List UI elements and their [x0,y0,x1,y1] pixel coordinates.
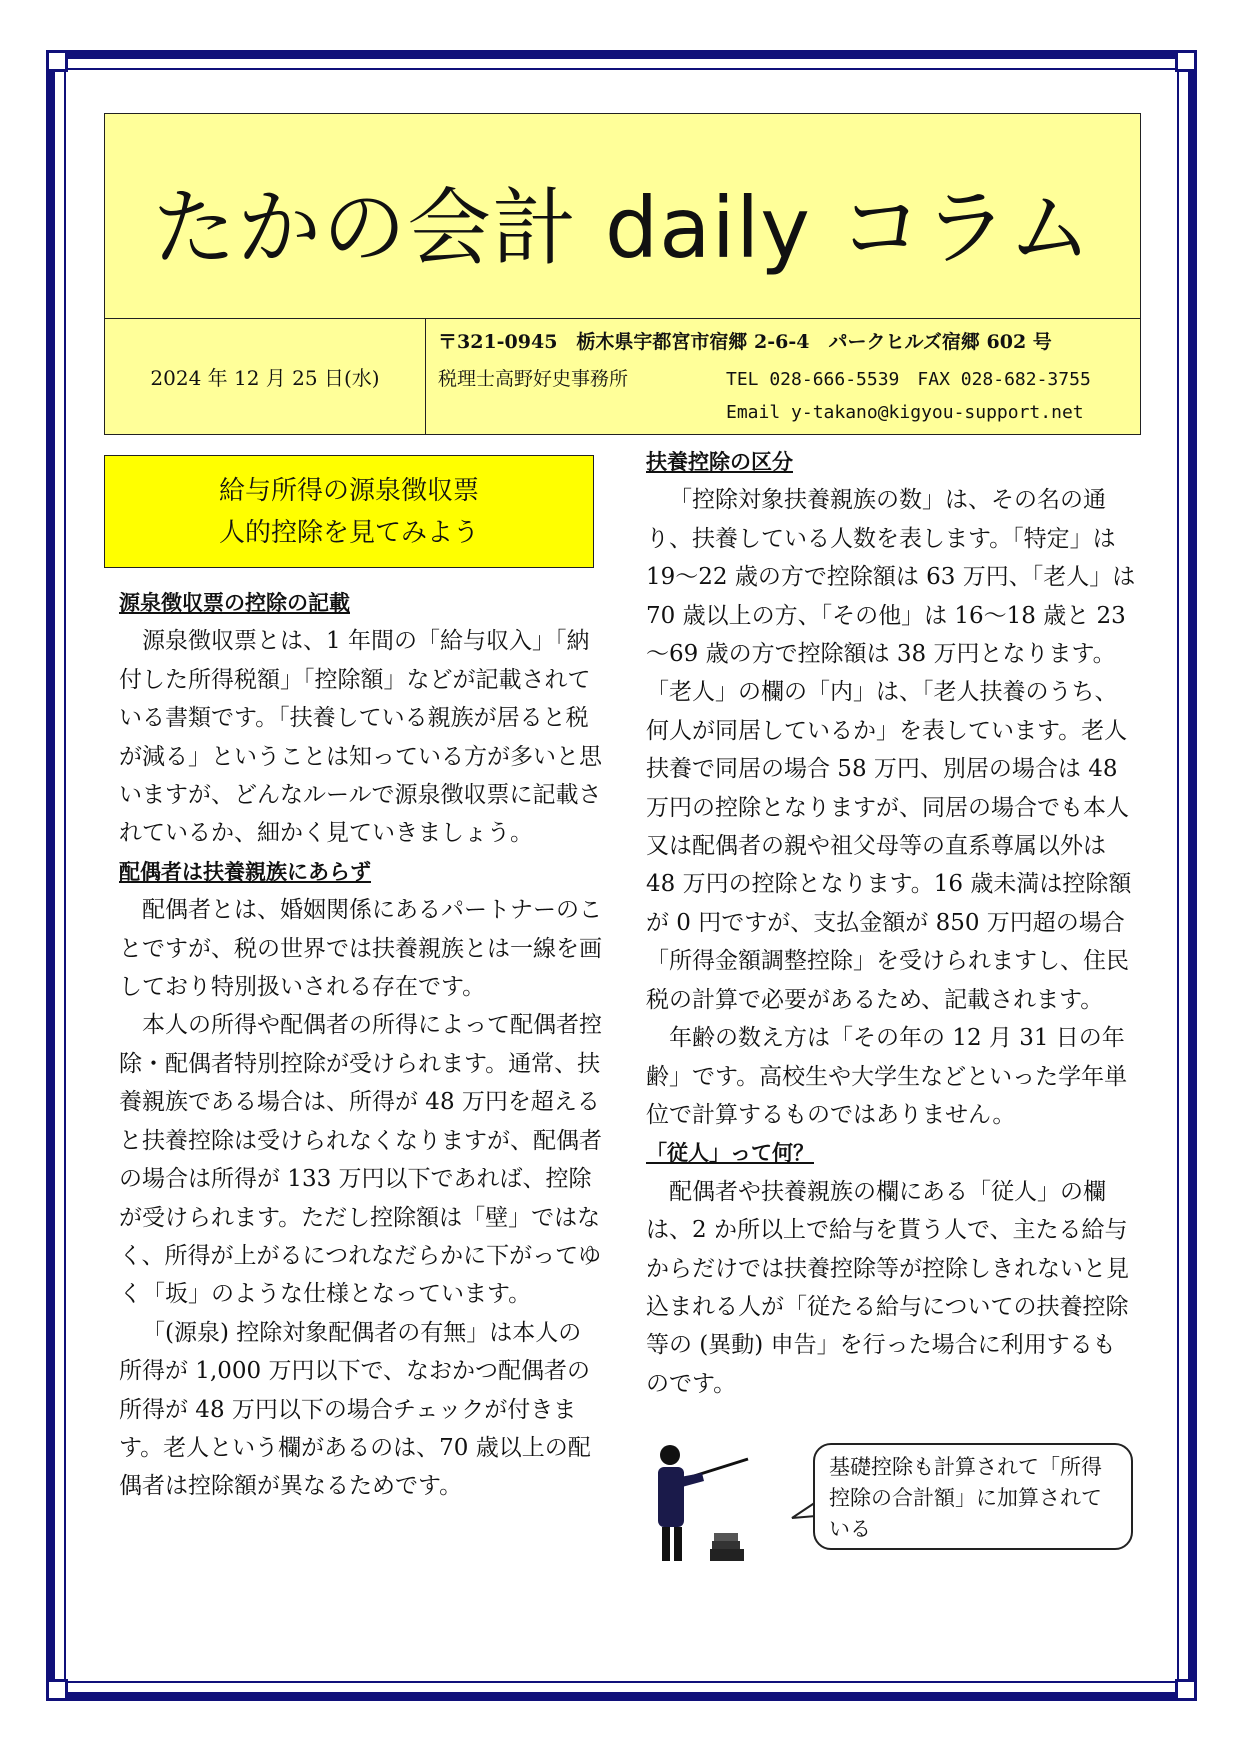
callout-bubble [813,1443,1133,1550]
corner-ornament-top-right [1175,50,1197,72]
paragraph-spouse-2: 本人の所得や配偶者の所得によって配偶者控除・配偶者特別控除が受けられます。通常、扶養親族である場合は、所得が 48 万円を超えると扶養控除は受けられなくなりますが、配偶者の場合は所得が 133 万円以下であれば、控除が受けられます。ただし控除額は「壁」ではなく、所得が上がるにつれなだらかに下がってゆく「坂」のような仕様となっています。 [119,1012,602,1308]
paragraph-spouse-3: 「(源泉) 控除対象配偶者の有無」は本人の所得が 1,000 万円以下で、なおかつ配偶者の所得が 48 万円以下の場合チェックが付きます。老人という欄があるのは、70 歳以上の配偶者は控除額が異なるためです。 [119,1319,591,1500]
paragraph-dependents-2: 年齢の数え方は「その年の 12 月 31 日の年齢」です。高校生や大学生などといった学年単位で計算するものではありません。 [646,1025,1128,1128]
paragraph-spouse-1: 配偶者とは、婚姻関係にあるパートナーのことですが、税の世界では扶養親族とは一線を画しており特別扱いされる存在です。 [119,897,602,1001]
right-column [646,443,1136,1403]
section-heading-secondary-payer: 「従人」って何？ [646,1141,814,1166]
article-headline [104,455,594,568]
corner-ornament-bottom-right [1175,1679,1197,1701]
corner-ornament-bottom-left [46,1679,68,1701]
paragraph-withholding-slip: 源泉徴収票とは、1 年間の「給与収入」「納付した所得税額」「控除額」などが記載されている書類です。「扶養している親族が居ると税が減る」ということは知っている方が多いと思いますが、どんなルールで源泉徴収票に記載されているか、細かく見ていきましょう。 [119,628,602,847]
office-address: 〒321-0945 栃木県宇都宮市宿郷 2-6-4 パークヒルズ宿郷 602 号 [438,331,1052,353]
masthead-title-area [105,114,1140,319]
paragraph-dependents-1: 「控除対象扶養親族の数」は、その名の通り、扶養している人数を表します。「特定」は 19～22 歳の方で控除額は 63 万円、「老人」は 70 歳以上の方、「その他」は 16～18 歳と 23～69 歳の方で控除額は 38 万円となります。「老人」の欄の「内」は、「老人扶養のうち、何人が同居しているか」を表しています。老人扶養で同居の場合 58 万円、別居の場合は 48 万円の控除となりますが、同居の場合でも本人又は配偶者の親や祖父母等の直系尊属以外は 48 万円の控除となります。16 歳未満は控除額が 0 円ですが、支払金額が 850 万円超の場合「所得金額調整控除」を受けられますし、住民税の計算で必要があるため、記載されます。 [646,487,1136,1013]
office-phone-fax: TEL 028-666-5539 FAX 028-682-3755 [726,369,1091,390]
section-heading-spouse: 配偶者は扶養親族にあらず [119,859,371,884]
issue-date-cell [105,319,426,434]
corner-ornament-top-left [46,50,68,72]
contact-info-cell [426,319,1140,434]
callout-text: 基礎控除も計算されて「所得控除の合計額」に加算されている [829,1455,1102,1541]
teacher-pointer-illustration [640,1437,750,1567]
section-heading-dependents: 扶養控除の区分 [646,450,793,474]
section-heading-withholding-slip: 源泉徴収票の控除の記載 [119,591,350,615]
issue-date: 2024 年 12 月 25 日(水) [150,366,380,390]
paragraph-secondary-payer: 配偶者や扶養親族の欄にある「従人」の欄は、2 か所以上で給与を貰う人で、主たる給与からだけでは扶養控除等が控除しきれないと見込まれる人が「従たる給与についての扶養控除等の (異動) 申告」を行った場合に利用するものです。 [646,1178,1129,1397]
headline-line-2: 人的控除を見てみよう [218,517,479,548]
office-email: Email y-takano@kigyou-support.net [726,402,1084,423]
office-name: 税理士高野好史事務所 [438,368,629,390]
masthead [104,113,1141,435]
page-title: たかの会計 daily コラム [152,178,1093,277]
left-column [119,584,604,1506]
headline-line-1: 給与所得の源泉徴収票 [218,475,479,506]
